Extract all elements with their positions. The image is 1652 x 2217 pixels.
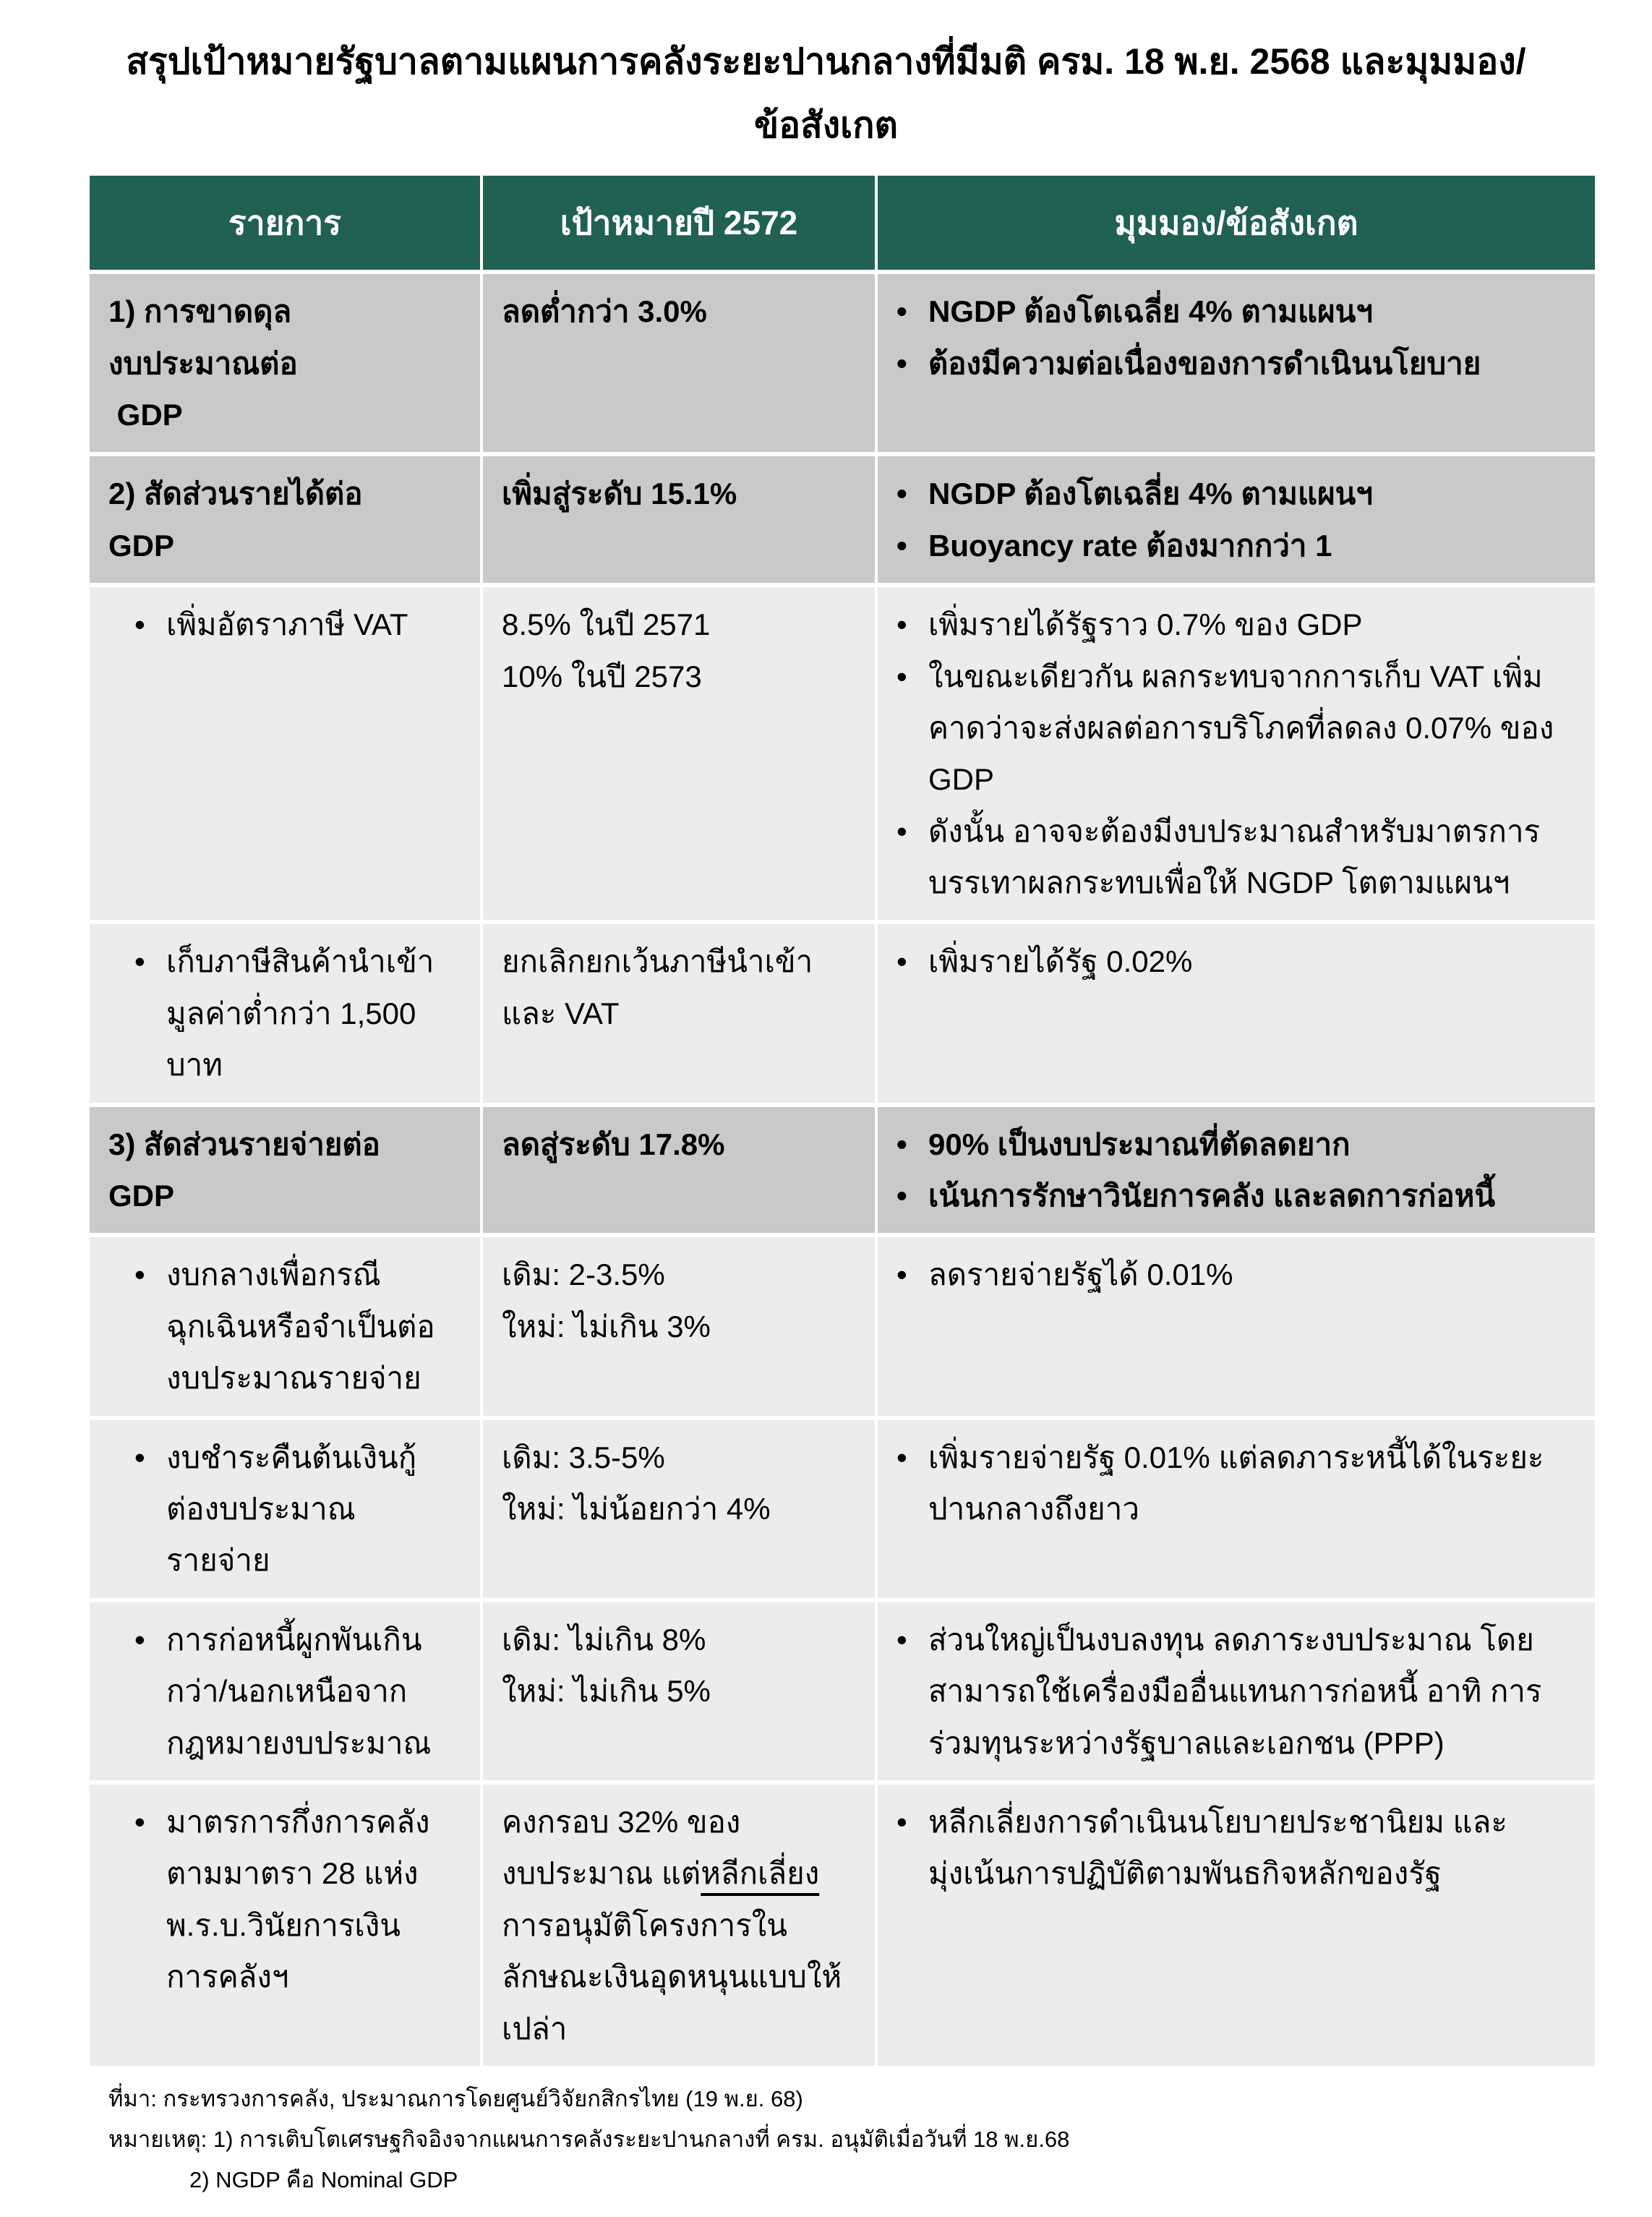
table-row xyxy=(90,1237,1595,1415)
text-segment: งบประมาณ แต่ xyxy=(502,1856,701,1891)
column-header-views: มุมมอง/ข้อสังเกต xyxy=(878,176,1595,270)
bullet-icon: • xyxy=(896,346,907,380)
text-line xyxy=(502,1848,856,1899)
source-note: ที่มา: กระทรวงการคลัง, ประมาณการโดยศูนย์วิจัยกสิกรไทย (19 พ.ย. 68) xyxy=(108,2085,803,2111)
item-cell xyxy=(90,1785,480,2066)
item-cell xyxy=(90,587,480,920)
bullet-icon: • xyxy=(134,1440,145,1474)
view-bullet-item xyxy=(896,468,1576,519)
text-line: ลดสู่ระดับ 17.8% xyxy=(502,1127,725,1161)
text-line: คาดว่าจะส่งผลต่อการบริโภคที่ลดลง 0.07% ของ xyxy=(928,710,1554,745)
text-line: สามารถใช้เครื่องมืออื่นแทนการก่อหนี้ อาทิ การ xyxy=(928,1674,1542,1709)
target-cell xyxy=(483,274,875,452)
remark-note-1: หมายเหตุ: 1) การเติบโตเศรษฐกิจอิงจากแผนการคลังระยะปานกลางที่ ครม. อนุมัติเมื่อวันที่ 18 พ.ย.68 xyxy=(108,2126,1070,2152)
text-line: เน้นการรักษาวินัยการคลัง และลดการก่อหนี้ xyxy=(928,1179,1496,1213)
text-line: รายจ่าย xyxy=(166,1543,270,1578)
item-cell xyxy=(90,456,480,583)
bullet-icon: • xyxy=(896,477,907,511)
table-row xyxy=(90,456,1595,583)
text-line: เพิ่มอัตราภาษี VAT xyxy=(166,607,408,642)
text-line: NGDP ต้องโตเฉลี่ย 4% ตามแผนฯ xyxy=(928,477,1373,511)
views-cell xyxy=(878,1420,1595,1598)
text-line: เดิม: 2-3.5% xyxy=(502,1257,665,1292)
view-bullet-item xyxy=(896,651,1576,806)
text-lines xyxy=(166,1796,430,2003)
text-lines xyxy=(928,1796,1507,1900)
text-line: เก็บภาษีสินค้านำเข้า xyxy=(166,944,435,979)
view-bullet-item xyxy=(896,1796,1576,1900)
table-row xyxy=(90,1420,1595,1598)
target-cell xyxy=(483,1237,875,1415)
text-line: GDP xyxy=(928,762,995,797)
text-lines xyxy=(502,1249,856,1352)
view-bullet-item xyxy=(896,1614,1576,1769)
text-line: งบประมาณต่อ xyxy=(108,346,298,380)
target-cell xyxy=(483,587,875,920)
table-row xyxy=(90,1785,1595,2066)
text-line: งบกลางเพื่อกรณี xyxy=(166,1257,381,1292)
remark-note-2: 2) NGDP คือ Nominal GDP xyxy=(189,2166,458,2192)
text-lines xyxy=(166,1432,416,1586)
text-lines xyxy=(928,1614,1542,1769)
bullet-icon: • xyxy=(896,1127,907,1161)
bullet-icon: • xyxy=(134,944,145,979)
text-lines xyxy=(502,1432,856,1535)
text-line: บรรเทาผลกระทบเพื่อให้ NGDP โตตามแผนฯ xyxy=(928,866,1510,900)
text-lines xyxy=(928,468,1373,519)
target-cell xyxy=(483,1785,875,2066)
text-line: ตามมาตรา 28 แห่ง xyxy=(166,1856,419,1891)
item-cell xyxy=(90,274,480,452)
text-line: คงกรอบ 32% ของ xyxy=(502,1804,741,1839)
view-bullet-item xyxy=(896,806,1576,909)
views-cell xyxy=(878,1107,1595,1234)
table-body xyxy=(90,274,1595,2066)
text-lines xyxy=(928,806,1540,909)
text-lines xyxy=(108,468,461,571)
views-cell xyxy=(878,1602,1595,1780)
text-lines xyxy=(928,1432,1544,1535)
text-lines xyxy=(502,1614,856,1717)
bullet-icon: • xyxy=(896,1804,907,1839)
text-lines xyxy=(928,599,1363,650)
underlined-text: หลีกเลี่ยง xyxy=(701,1856,820,1891)
text-line: GDP xyxy=(108,528,175,563)
text-line: บาท xyxy=(166,1048,223,1082)
text-line: ในขณะเดียวกัน ผลกระทบจากการเก็บ VAT เพิ่ม xyxy=(928,659,1543,693)
view-bullet-item xyxy=(896,1119,1576,1170)
text-lines xyxy=(928,1170,1495,1221)
bullet-icon: • xyxy=(896,1179,907,1213)
text-lines xyxy=(928,286,1373,337)
bullet-icon: • xyxy=(896,607,907,642)
bullet-icon: • xyxy=(896,944,907,979)
text-lines xyxy=(502,468,856,519)
text-line: ฉุกเฉินหรือจำเป็นต่อ xyxy=(166,1309,435,1344)
bullet-icon: • xyxy=(134,1257,145,1292)
view-bullet-item xyxy=(896,1249,1576,1300)
text-line: มุ่งเน้นการปฏิบัติตามพันธกิจหลักของรัฐ xyxy=(928,1856,1442,1891)
view-bullet-item xyxy=(896,936,1576,987)
text-line: พ.ร.บ.วินัยการเงิน xyxy=(166,1908,401,1942)
text-line: ลักษณะเงินอุดหนุนแบบให้ xyxy=(502,1960,842,1994)
text-lines xyxy=(108,1119,461,1222)
text-lines xyxy=(166,936,434,1090)
text-line: เพิ่มสู่ระดับ 15.1% xyxy=(502,477,737,511)
text-lines xyxy=(166,599,408,650)
item-cell xyxy=(90,1420,480,1598)
target-cell xyxy=(483,1107,875,1234)
item-cell xyxy=(90,1237,480,1415)
text-lines xyxy=(502,599,856,702)
target-cell xyxy=(483,1602,875,1780)
text-line: 10% ในปี 2573 xyxy=(502,659,702,693)
page-title-line2: ข้อสังเกต xyxy=(754,104,898,145)
view-bullet-item xyxy=(896,599,1576,650)
item-cell xyxy=(90,924,480,1102)
bullet-icon: • xyxy=(134,607,145,642)
view-bullet-item xyxy=(896,1170,1576,1221)
bullet-icon: • xyxy=(896,1622,907,1657)
text-lines xyxy=(108,286,461,440)
table-row xyxy=(90,587,1595,920)
text-line: GDP xyxy=(108,1179,175,1213)
text-lines xyxy=(928,1249,1233,1300)
text-line: ลดต่ำกว่า 3.0% xyxy=(502,294,707,329)
text-line: ใหม่: ไม่น้อยกว่า 4% xyxy=(502,1492,771,1526)
text-line: 3) สัดส่วนรายจ่ายต่อ xyxy=(108,1127,380,1161)
text-line: ใหม่: ไม่เกิน 3% xyxy=(502,1309,711,1344)
text-lines xyxy=(928,936,1192,987)
text-line: ร่วมทุนระหว่างรัฐบาลและเอกชน (PPP) xyxy=(928,1725,1445,1760)
text-line: ปานกลางถึงยาว xyxy=(928,1492,1139,1526)
text-lines xyxy=(502,936,856,1039)
bullet-icon: • xyxy=(896,813,907,848)
views-cell xyxy=(878,456,1595,583)
text-lines xyxy=(166,1249,435,1404)
table-header-row xyxy=(90,176,1595,270)
bullet-icon: • xyxy=(134,1804,145,1839)
item-cell xyxy=(90,1602,480,1780)
text-line: การอนุมัติโครงการใน xyxy=(502,1908,787,1942)
text-line: 2) สัดส่วนรายได้ต่อ xyxy=(108,477,363,511)
bullet-icon: • xyxy=(896,659,907,693)
text-lines xyxy=(166,1614,431,1769)
text-lines xyxy=(502,1796,856,2054)
text-line: การก่อหนี้ผูกพันเกิน xyxy=(166,1622,422,1657)
text-lines xyxy=(502,286,856,337)
text-line: NGDP ต้องโตเฉลี่ย 4% ตามแผนฯ xyxy=(928,294,1373,329)
text-line: หลีกเลี่ยงการดำเนินนโยบายประชานิยม และ xyxy=(928,1804,1507,1839)
text-line: ต้องมีความต่อเนื่องของการดำเนินนโยบาย xyxy=(928,346,1481,380)
item-cell xyxy=(90,1107,480,1234)
view-bullet-item xyxy=(896,1432,1576,1535)
text-line: เดิม: 3.5-5% xyxy=(502,1440,665,1474)
table-row xyxy=(90,1107,1595,1234)
text-line: เปล่า xyxy=(502,2011,568,2046)
text-line: และ VAT xyxy=(502,996,620,1030)
view-bullet-item xyxy=(896,338,1576,389)
view-bullet-item xyxy=(896,520,1576,571)
views-cell xyxy=(878,587,1595,920)
text-line: มูลค่าต่ำกว่า 1,500 xyxy=(166,996,416,1030)
table-row xyxy=(90,274,1595,452)
column-header-target: เป้าหมายปี 2572 xyxy=(483,176,875,270)
target-cell xyxy=(483,924,875,1102)
text-lines xyxy=(502,1119,856,1170)
text-line: GDP xyxy=(108,397,183,432)
text-line: เดิม: ไม่เกิน 8% xyxy=(502,1622,706,1657)
text-line: งบประมาณรายจ่าย xyxy=(166,1361,421,1396)
bullet-icon: • xyxy=(896,528,907,563)
text-line: 1) การขาดดุล xyxy=(108,294,292,329)
text-line: 90% เป็นงบประมาณที่ตัดลดยาก xyxy=(928,1127,1351,1161)
bullet-icon: • xyxy=(896,1440,907,1474)
views-cell xyxy=(878,1785,1595,2066)
table-row xyxy=(90,1602,1595,1780)
text-line: เพิ่มรายได้รัฐราว 0.7% ของ GDP xyxy=(928,607,1363,642)
text-line: ยกเลิกยกเว้นภาษีนำเข้า xyxy=(502,944,813,979)
text-lines xyxy=(928,1119,1351,1170)
fiscal-summary-table xyxy=(90,176,1595,2066)
text-lines xyxy=(928,338,1481,389)
text-line: มาตรการกึ่งการคลัง xyxy=(166,1804,430,1839)
target-cell xyxy=(483,456,875,583)
views-cell xyxy=(878,1237,1595,1415)
bullet-icon: • xyxy=(896,294,907,329)
page-title xyxy=(0,0,1652,157)
text-lines xyxy=(928,651,1554,806)
text-line: 8.5% ในปี 2571 xyxy=(502,607,711,642)
footnotes xyxy=(108,2079,1652,2200)
column-header-item: รายการ xyxy=(90,176,480,270)
text-line: ใหม่: ไม่เกิน 5% xyxy=(502,1674,711,1709)
text-line: ดังนั้น อาจจะต้องมีงบประมาณสำหรับมาตรการ xyxy=(928,813,1541,848)
text-line: การคลังฯ xyxy=(166,1960,289,1994)
page-title-line1: สรุปเป้าหมายรัฐบาลตามแผนการคลังระยะปานกลางที่มีมติ ครม. 18 พ.ย. 2568 และมุมมอง/ xyxy=(126,41,1526,82)
text-line: กฎหมายงบประมาณ xyxy=(166,1725,432,1760)
text-line: ต่องบประมาณ xyxy=(166,1492,356,1526)
text-line: ลดรายจ่ายรัฐได้ 0.01% xyxy=(928,1257,1233,1292)
bullet-icon: • xyxy=(134,1622,145,1657)
text-line: งบชำระคืนต้นเงินกู้ xyxy=(166,1440,417,1474)
view-bullet-item xyxy=(896,286,1576,337)
target-cell xyxy=(483,1420,875,1598)
table-row xyxy=(90,924,1595,1102)
text-line: Buoyancy rate ต้องมากกว่า 1 xyxy=(928,528,1332,563)
bullet-icon: • xyxy=(896,1257,907,1292)
text-line: เพิ่มรายจ่ายรัฐ 0.01% แต่ลดภาระหนี้ได้ในระยะ xyxy=(928,1440,1544,1474)
views-cell xyxy=(878,924,1595,1102)
text-line: ส่วนใหญ่เป็นงบลงทุน ลดภาระงบประมาณ โดย xyxy=(928,1622,1534,1657)
views-cell xyxy=(878,274,1595,452)
text-line: กว่า/นอกเหนือจาก xyxy=(166,1674,408,1709)
text-lines xyxy=(928,520,1332,571)
text-line: เพิ่มรายได้รัฐ 0.02% xyxy=(928,944,1193,979)
